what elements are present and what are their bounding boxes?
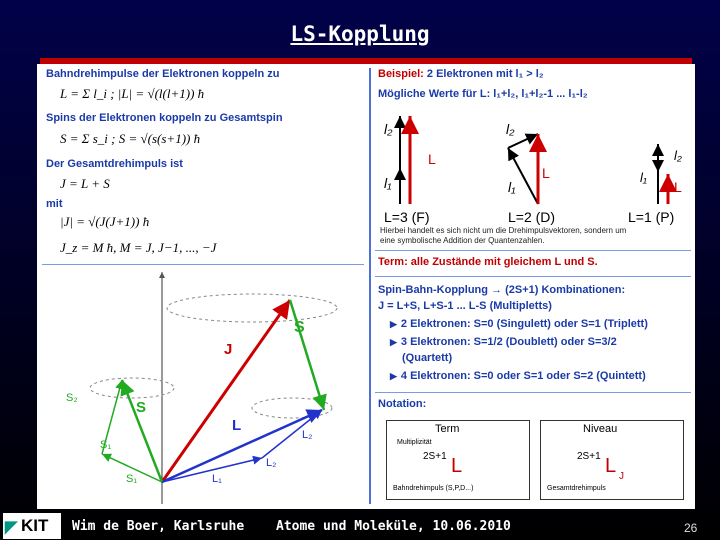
niveau-box-title: Niveau [583,423,618,435]
case2-l1-vector [508,148,538,204]
kit-logo-icon: ◤ [5,519,18,536]
term-multiplicity-label: Multiplizität [397,439,432,446]
niveau-gesamtdrehimpuls-label: Gesamtdrehimpuls [547,485,606,492]
vector-S-upper [290,300,324,410]
beispiel-text: 2 Elektronen mit l₁ > l₂ [426,68,544,80]
case2-l1-label: l₁ [508,179,516,195]
case1-label: L=3 (F) [384,209,430,225]
caption-line-1: Hierbei handelt es sich nicht um die Drehimpulsvektoren, sondern um [380,226,627,235]
label-S1-a: S₁ [100,439,112,451]
term-box-title: Term [435,423,460,435]
right-separator-3 [375,392,691,393]
niveau-L-symbol: L [605,455,617,477]
label-L2: L₂ [266,457,277,469]
case3-l2-label: l₂ [674,148,682,163]
niveau-J-subscript: J [619,471,624,482]
column-divider [369,68,371,504]
term-definition: Term: alle Zustände mit gleichem L und S. [378,256,598,268]
beispiel-line [378,68,544,80]
bullet-icon: ▶ [390,319,397,329]
case1-L-label: L [428,151,436,167]
label-L1: L₁ [212,473,222,485]
slide-title: LS-Kopplung [290,22,430,46]
left-line-1: Bahndrehimpulse der Elektronen koppeln zu [46,68,280,80]
case2-l2-label: l₂ [506,121,515,137]
formula-Jz: J_z = M ħ, M = J, J−1, ..., −J [60,240,217,255]
label-S2: S₂ [66,392,78,404]
precession-ellipse-left [90,378,174,398]
term-superscript: 2S+1 [423,451,447,462]
vector-J [162,300,290,482]
left-mit: mit [46,198,63,210]
bullet-3 [390,370,646,382]
case3-label: L=1 (P) [628,209,675,225]
footer-author: Wim de Boer, Karlsruhe [72,519,245,534]
coupling-diagram [42,268,368,506]
case2-L-label: L [542,165,550,181]
bullet-icon: ▶ [390,337,397,347]
label-S-top: S [294,319,305,336]
bullet-2-cont: (Quartett) [402,352,453,364]
kit-logo-text: KIT [21,516,49,535]
formula-L: L = Σ l_i ; |L| = √(l(l+1)) ħ [60,86,205,101]
formula-Jabs: |J| = √(J(J+1)) ħ [60,214,150,229]
case1-l2-label: l₂ [384,121,393,137]
notation-label: Notation: [378,398,427,410]
case2-label: L=2 (D) [508,209,556,225]
term-bahndrehimpuls-label: Bahndrehimpuls (S,P,D...) [393,485,474,492]
case1-l1-label: l₁ [384,175,392,191]
case3-l1-label: l₁ [640,170,647,185]
moegliche-werte: Mögliche Werte für L: l₁+l₂, l₁+l₂-1 ... l₁-l₂ [378,88,588,100]
label-S1-b: S₁ [126,473,138,485]
case3-L-label: L [674,179,682,195]
label-S-mid: S [136,399,147,416]
formula-J: J = L + S [60,176,110,191]
left-line-2: Spins der Elektronen koppeln zu Gesamtspin [46,112,283,124]
right-separator-2 [375,276,691,277]
footer-course: Atome und Moleküle, 10.06.2010 [276,519,511,534]
niveau-superscript: 2S+1 [577,451,601,462]
right-separator-1 [375,250,691,251]
kit-logo [3,513,61,539]
label-Ld: L₂ [302,429,313,441]
quantum-number-vectors [378,108,690,228]
bullet-2-text: 3 Elektronen: S=1/2 (Doublett) oder S=3/2 [400,336,617,348]
bullet-1-text: 2 Elektronen: S=0 (Singulett) oder S=1 (Triplett) [400,318,648,330]
j-line: J = L+S, L+S-1 ... L-S (Multipletts) [378,300,552,312]
bullet-2 [390,336,617,348]
niveau-notation-box [540,420,684,500]
bullet-1 [390,318,648,330]
beispiel-label: Beispiel: [378,68,424,80]
left-line-3: Der Gesamtdrehimpuls ist [46,158,183,170]
page-number: 26 [684,521,698,535]
label-J: J [224,341,233,358]
precession-ellipse-top [167,294,337,322]
caption-line-2: eine symbolische Addition der Quantenzahlen. [380,236,545,245]
spinbahn-line: Spin-Bahn-Kopplung → (2S+1) Kombinationen: [378,284,626,296]
term-notation-box [386,420,530,500]
bullet-3-text: 4 Elektronen: S=0 oder S=1 oder S=2 (Quintett) [400,370,646,382]
label-L: L [232,417,242,434]
formula-S: S = Σ s_i ; S = √(s(s+1)) ħ [60,131,201,146]
term-L-symbol: L [451,455,463,477]
left-separator [42,264,364,265]
bullet-icon: ▶ [390,371,397,381]
